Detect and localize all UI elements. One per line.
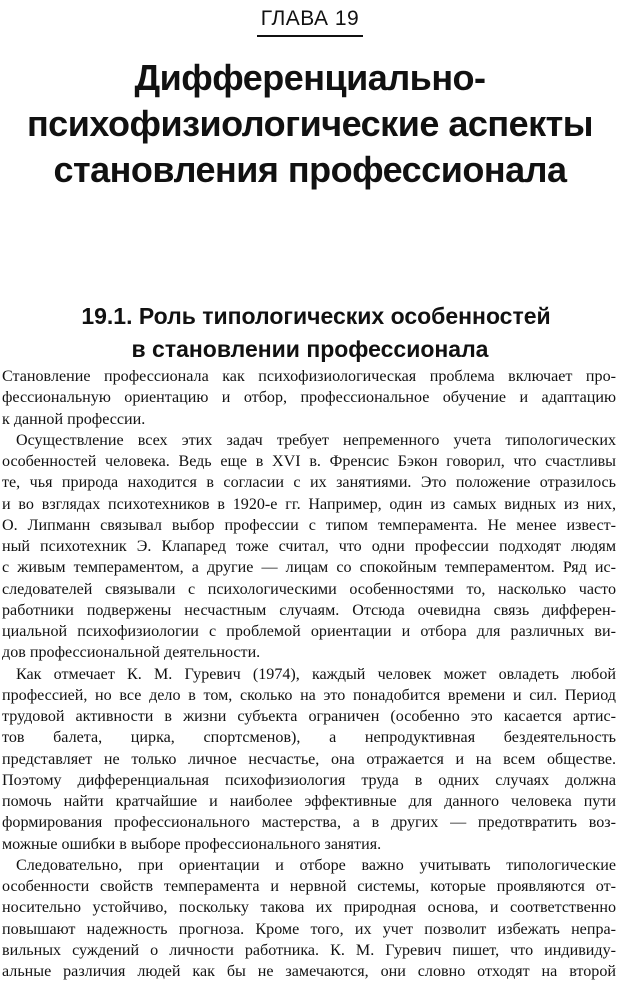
text-line: с живым темпераментом, а другие — лицам со спокойным темпераментом. Ряд ис- xyxy=(2,559,616,577)
text-line: тов балета, цирка, спортсменов), а непродуктивная бездеятельность xyxy=(2,729,616,747)
text-line: можные ошибки в выборе профессионального занятия. xyxy=(2,835,382,853)
text-line: представляет не только личное несчастье, она отражается и на всем обществе. xyxy=(2,750,616,768)
text-line: Становление профессионала как психофизиологическая проблема включает про- xyxy=(2,368,616,385)
text-line: те, чья природа находится в согласии с их занятиями. Это положение отразилось xyxy=(2,474,616,492)
text-line: особенности свойств темперамента и нервной системы, которые проявляются от- xyxy=(2,878,616,895)
text-line: повышают надежность прогноза. Кроме того, их учет позволит избежать непра- xyxy=(2,920,616,938)
section-title-line: в становлении профессионала xyxy=(131,336,489,362)
text-line: помочь найти кратчайшие и наиболее эффективные для данного человека пути xyxy=(2,793,616,810)
chapter-title xyxy=(0,55,620,193)
chapter-title-line: Дифференциально- xyxy=(134,57,486,98)
text-line: альные различия людей как бы не замечаются, они словно отходят на второй xyxy=(2,963,616,980)
text-line: циальной психофизиологии с проблемой ориентации и отбора для различных ви- xyxy=(2,623,616,640)
text-line: дов профессиональной деятельности. xyxy=(2,644,261,662)
text-line: носительно устойчиво, поскольку такова их природная основа, и соответственно xyxy=(2,899,616,917)
text-line: особенностей человека. Ведь еще в XVI в. Френсис Бэкон говорил, что счастливы xyxy=(2,453,616,470)
chapter-title-line: становления профессионала xyxy=(53,149,567,190)
text-line: профессией, но все дело в том, сколько на это понадобится времени и сил. Период xyxy=(2,686,616,704)
text-line: О. Липманн связывал выбор профессии с типом темперамента. Не менее извест- xyxy=(2,516,616,534)
text-line: вильных суждений о личности работника. К. М. Гуревич пишет, что индивиду- xyxy=(2,941,616,959)
text-line: Поэтому дифференциальная психофизиология труда в одних случаях должна xyxy=(2,771,616,789)
chapter-title-line: психофизиологические аспекты xyxy=(26,103,594,144)
text-line: фессиональную ориентацию и отбор, профессиональное обучение и адаптацию xyxy=(2,389,616,407)
text-line: Как отмечает К. М. Гуревич (1974), каждый человек может овладеть любой xyxy=(16,665,616,683)
section-title-line: 19.1. Роль типологических особенностей xyxy=(81,303,551,329)
text-line: следователей связывали с психологическими особенностями то, насколько часто xyxy=(2,580,616,598)
section-title xyxy=(0,300,620,366)
chapter-label-block xyxy=(0,6,620,37)
text-line: и во взглядах психотехников в 1920-е гг. Например, один из самых видных из них, xyxy=(2,495,616,513)
text-line: Следовательно, при ориентации и отборе важно учитывать типологические xyxy=(16,856,616,874)
text-line: трудовой активности в жизни субъекта ограничен (особенно это касается артис- xyxy=(2,708,616,725)
text-line: к данной профессии. xyxy=(2,410,146,428)
text-line: работники подвержены несчастным случаям. Отсюда очевидна связь дифферен- xyxy=(2,601,616,619)
text-line: Осуществление всех этих задач требует непременного учета типологических xyxy=(16,431,616,449)
text-line: ный психотехник Э. Клапаред тоже считал, что одни профессии подходят людям xyxy=(2,538,616,555)
text-line: формирования профессионального мастерства, а в других — предотвратить воз- xyxy=(2,814,616,832)
body-text xyxy=(2,366,616,982)
chapter-label: ГЛАВА 19 xyxy=(257,6,364,37)
